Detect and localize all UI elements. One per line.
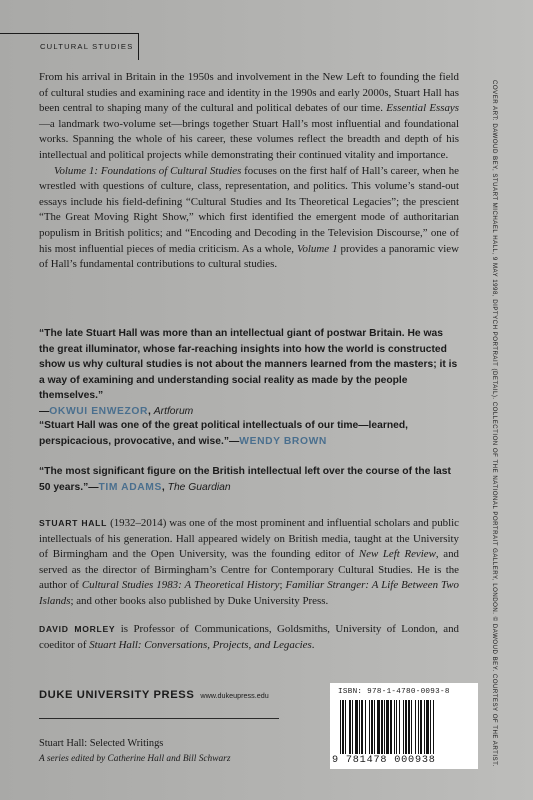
endorser-publication: The Guardian (167, 481, 231, 493)
endorser-name: TIM ADAMS (98, 481, 162, 493)
bio-name: DAVID MORLEY (39, 624, 116, 634)
divider (39, 718, 279, 719)
description-paragraph-1: From his arrival in Britain in the 1950s and involvement in the New Left to founding the field of cultural studies and examining race and identity in the 1990s and early 2000s, Stuart Hall has been central to shaping many of the cultural and political debates of our time. Essential Essays—a landmark two-volume set—brings together Stuart Hall’s most influential and foundational works. Spanning the whole of his career, these volumes reflect the breadth and depth of his intellectual and political projects while demonstrating their continued vitality and importance. (39, 71, 459, 161)
series-tag-label: CULTURAL STUDIES (40, 42, 134, 51)
barcode-bars (340, 700, 468, 754)
publisher-line (39, 685, 269, 703)
barcode (330, 683, 478, 769)
series-title: Stuart Hall: Selected Writings (39, 738, 164, 749)
author-bios (39, 0, 459, 800)
isbn-label: ISBN: 978-1-4780-0093-8 (338, 688, 450, 696)
publisher-url: www.dukeupress.edu (200, 691, 269, 700)
series-editors: A series edited by Catherine Hall and Bill Schwarz (39, 754, 231, 764)
isbn-digits: 9 781478 000938 (332, 755, 436, 766)
endorser-name: WENDY BROWN (239, 435, 327, 447)
bio-name: STUART HALL (39, 518, 108, 528)
publisher-name: DUKE UNIVERSITY PRESS (39, 689, 195, 701)
endorsement-quote: “Stuart Hall was one of the great political intellectuals of our time—learned, perspicacious, provocative, and wise.”—WENDY BROWN (39, 420, 409, 447)
cover-art-credit: COVER ART: DAWOUD BEY, STUART MICHAEL HALL, 9 MAY 1998, DIPTYCH PORTRAIT (DETAIL). COLLECTION OF THE NATIONAL PORTRAIT GALLERY, LONDON. © DAWOUD BEY. COURTESY OF THE ARTIST. (491, 80, 498, 767)
bio-stuart-hall: STUART HALL (1932–2014) was one of the most prominent and influential scholars and public intellectuals of his generation. Hall appeared widely on British media, taught at the University of Birmingham and the Open University, was the founding editor of New Left Review, and served as the director of Birmingham’s Centre for Contemporary Cultural Studies. He is the author of Cultural Studies 1983: A Theoretical History; Familiar Stranger: A Life Between Two Islands; and other books also published by Duke University Press. (39, 517, 460, 607)
endorser-publication: Artforum (153, 405, 194, 417)
bio-david-morley: DAVID MORLEY is Professor of Communications, Goldsmiths, University of London, and coeditor of Stuart Hall: Conversations, Projects, and Legacies. (39, 623, 459, 651)
endorsement-quote: “The most significant figure on the British intellectual left over the course of the last 50 years.”—TIM ADAMS, The Guardian (39, 466, 451, 493)
endorser-name: OKWUI ENWEZOR (49, 405, 149, 417)
endorsement-quote: “The late Stuart Hall was more than an intellectual giant of postwar Britain. He was the great illuminator, whose far-reaching insights into how the world is constructed show us why cultural studies is not about the manners learned from the masters; it is a way of examining and understanding social reality as made by the people themselves.” —OKWUI ENWEZOR, Artforum (39, 328, 458, 417)
description-paragraph-2: Volume 1: Foundations of Cultural Studies focuses on the first half of Hall’s career, when he wrestled with questions of culture, class, representation, and politics. This volume’s stand-out essays include his field-defining “Cultural Studies and Its Theoretical Legacies”; the prescient “The Great Moving Right Show,” which first identified the emergent mode of authoritarian populism in British politics; and “Encoding and Decoding in the Television Discourse,” one of his most influential pieces of media criticism. As a whole, Volume 1 provides a panoramic view of Hall’s fundamental contributions to cultural studies. (39, 164, 460, 271)
